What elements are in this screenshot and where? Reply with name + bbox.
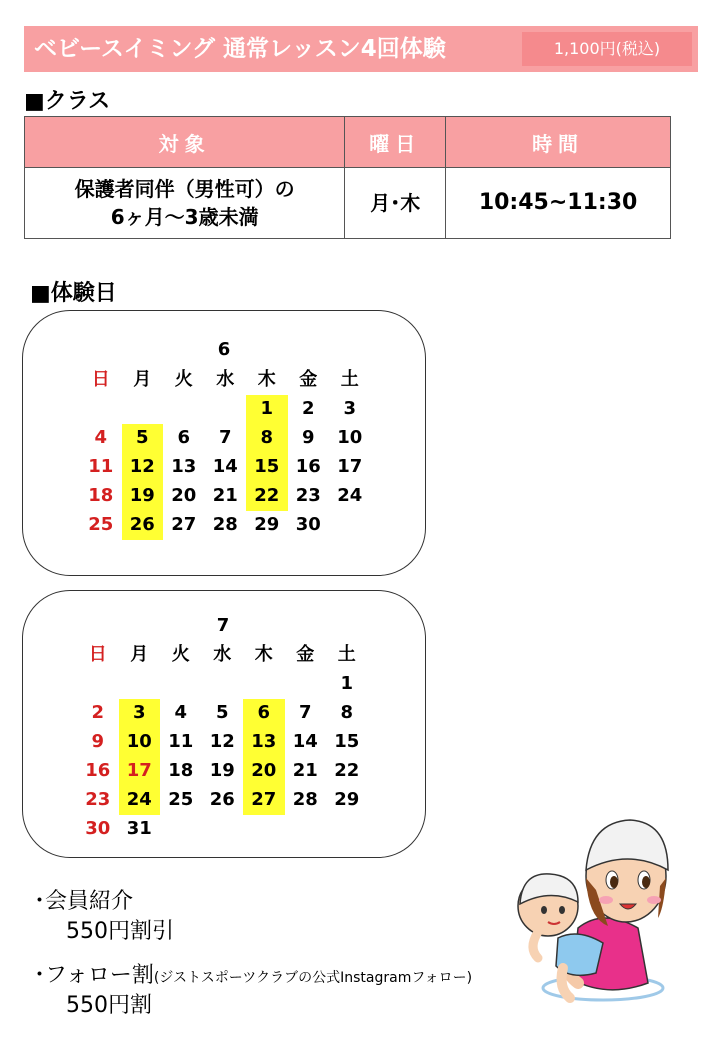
weekday-header: 月 — [133, 369, 152, 390]
header-time: 時間 — [446, 117, 671, 168]
calendar-day: 13 — [171, 456, 197, 477]
calendar-day: 30 — [295, 514, 321, 535]
target-cell — [25, 168, 345, 239]
calendar-grid — [77, 641, 368, 844]
calendar-day: 2 — [91, 702, 105, 723]
calendar-day: 10 — [119, 728, 161, 757]
calendar-day: 20 — [171, 485, 197, 506]
calendar-empty-cell — [326, 815, 368, 844]
calendar-day: 22 — [246, 482, 288, 511]
calendar-day: 23 — [85, 789, 111, 810]
calendar-empty-cell — [163, 395, 205, 424]
calendar-empty-cell — [205, 395, 247, 424]
weekday-header: 日 — [91, 369, 110, 390]
class-table-header-row — [25, 117, 671, 168]
calendar-day: 17 — [337, 456, 363, 477]
calendar-day: 1 — [340, 673, 354, 694]
weekday-header: 金 — [296, 644, 315, 665]
weekday-header: 金 — [299, 369, 318, 390]
calendar-day: 19 — [122, 482, 164, 511]
referral-label: ･会員紹介 — [34, 889, 134, 914]
mother-and-baby-swimmer-icon — [508, 808, 708, 1018]
calendar-empty-cell — [243, 815, 285, 844]
calendar-day: 10 — [337, 427, 363, 448]
calendar-day: 5 — [215, 702, 229, 723]
calendar-day: 3 — [119, 699, 161, 728]
calendar-day: 1 — [246, 395, 288, 424]
weekday-header: 木 — [254, 644, 273, 665]
follow-discount: 550円割 — [66, 993, 152, 1018]
calendar-day: 12 — [122, 453, 164, 482]
calendar-day: 3 — [343, 398, 357, 419]
calendar-day: 29 — [254, 514, 280, 535]
calendar-day: 25 — [88, 514, 114, 535]
calendar-day: 15 — [334, 731, 360, 752]
calendar-day: 6 — [243, 699, 285, 728]
follow-label-row — [34, 958, 472, 989]
class-table — [24, 116, 671, 239]
calendar-day: 2 — [301, 398, 315, 419]
header-banner — [24, 26, 698, 72]
weekday-header: 月 — [130, 644, 149, 665]
calendar-empty-cell — [202, 670, 244, 699]
calendar-day: 14 — [212, 456, 238, 477]
calendar-empty-cell — [160, 815, 202, 844]
calendar-day: 17 — [119, 757, 161, 786]
weekday-header: 土 — [337, 644, 356, 665]
referral-discount: 550円割引 — [66, 919, 174, 944]
calendar-empty-cell — [285, 815, 327, 844]
calendar-day: 19 — [209, 760, 235, 781]
calendar-day: 9 — [91, 731, 105, 752]
calendar-month-label: 6 — [217, 339, 231, 360]
calendar-day: 12 — [209, 731, 235, 752]
calendar-day: 11 — [88, 456, 114, 477]
days-cell: 月･木 — [345, 168, 446, 239]
calendar-day: 24 — [337, 485, 363, 506]
calendar-day: 18 — [88, 485, 114, 506]
calendar-day: 23 — [295, 485, 321, 506]
calendar-day: 16 — [295, 456, 321, 477]
calendar-day: 27 — [243, 786, 285, 815]
calendar-day: 21 — [292, 760, 318, 781]
calendar-day: 8 — [340, 702, 354, 723]
calendar-empty-cell — [285, 670, 327, 699]
calendar-day: 15 — [246, 453, 288, 482]
calendar-empty-cell — [119, 670, 161, 699]
calendar-day: 25 — [168, 789, 194, 810]
weekday-header: 火 — [171, 644, 190, 665]
calendar-empty-cell — [122, 395, 164, 424]
calendar-july — [22, 590, 426, 858]
calendar-day: 28 — [212, 514, 238, 535]
calendar-day: 29 — [334, 789, 360, 810]
calendar-day: 18 — [168, 760, 194, 781]
follow-label: ･フォロー割 — [34, 963, 154, 988]
calendar-empty-cell — [160, 670, 202, 699]
calendar-day: 6 — [177, 427, 191, 448]
calendar-day: 26 — [122, 511, 164, 540]
calendar-june — [22, 310, 426, 576]
calendar-day: 16 — [85, 760, 111, 781]
calendar-day: 13 — [243, 728, 285, 757]
weekday-header: 木 — [257, 369, 276, 390]
calendar-day: 28 — [292, 789, 318, 810]
calendar-day: 27 — [171, 514, 197, 535]
weekday-header: 水 — [213, 644, 232, 665]
time-cell: 10:45~11:30 — [446, 168, 671, 239]
banner-title: ベビースイミング 通常レッスン4回体験 — [34, 36, 446, 62]
calendar-day: 31 — [126, 818, 152, 839]
weekday-header: 火 — [174, 369, 193, 390]
calendar-day: 4 — [94, 427, 108, 448]
calendar-day: 5 — [122, 424, 164, 453]
weekday-header: 水 — [216, 369, 235, 390]
target-line-2: 6ヶ月～3歳未満 — [110, 205, 259, 229]
calendar-day: 4 — [174, 702, 188, 723]
calendar-day: 24 — [119, 786, 161, 815]
class-table-row — [25, 168, 671, 239]
calendar-day: 8 — [246, 424, 288, 453]
calendar-day: 30 — [85, 818, 111, 839]
calendar-empty-cell — [77, 670, 119, 699]
calendar-empty-cell — [80, 395, 122, 424]
class-section-heading: ■クラス — [24, 89, 111, 114]
calendar-day: 9 — [301, 427, 315, 448]
calendar-day: 22 — [334, 760, 360, 781]
follow-detail: (ジストスポーツクラブの公式Instagramフォロー) — [153, 970, 473, 986]
calendar-grid — [80, 366, 371, 540]
price-badge: 1,100円(税込) — [522, 32, 692, 66]
calendar-day: 20 — [243, 757, 285, 786]
header-target: 対象 — [25, 117, 345, 168]
calendar-day: 26 — [209, 789, 235, 810]
header-days: 曜日 — [345, 117, 446, 168]
calendar-empty-cell — [243, 670, 285, 699]
trial-section-heading: ■体験日 — [30, 281, 117, 306]
calendar-day: 11 — [168, 731, 194, 752]
target-line-1: 保護者同伴（男性可）の — [74, 177, 295, 201]
calendar-empty-cell — [329, 511, 371, 540]
weekday-header: 土 — [340, 369, 359, 390]
calendar-day: 21 — [212, 485, 238, 506]
calendar-day: 14 — [292, 731, 318, 752]
weekday-header: 日 — [88, 644, 107, 665]
calendar-day: 7 — [298, 702, 312, 723]
calendar-empty-cell — [202, 815, 244, 844]
calendar-month-label: 7 — [216, 615, 230, 636]
calendar-day: 7 — [218, 427, 232, 448]
